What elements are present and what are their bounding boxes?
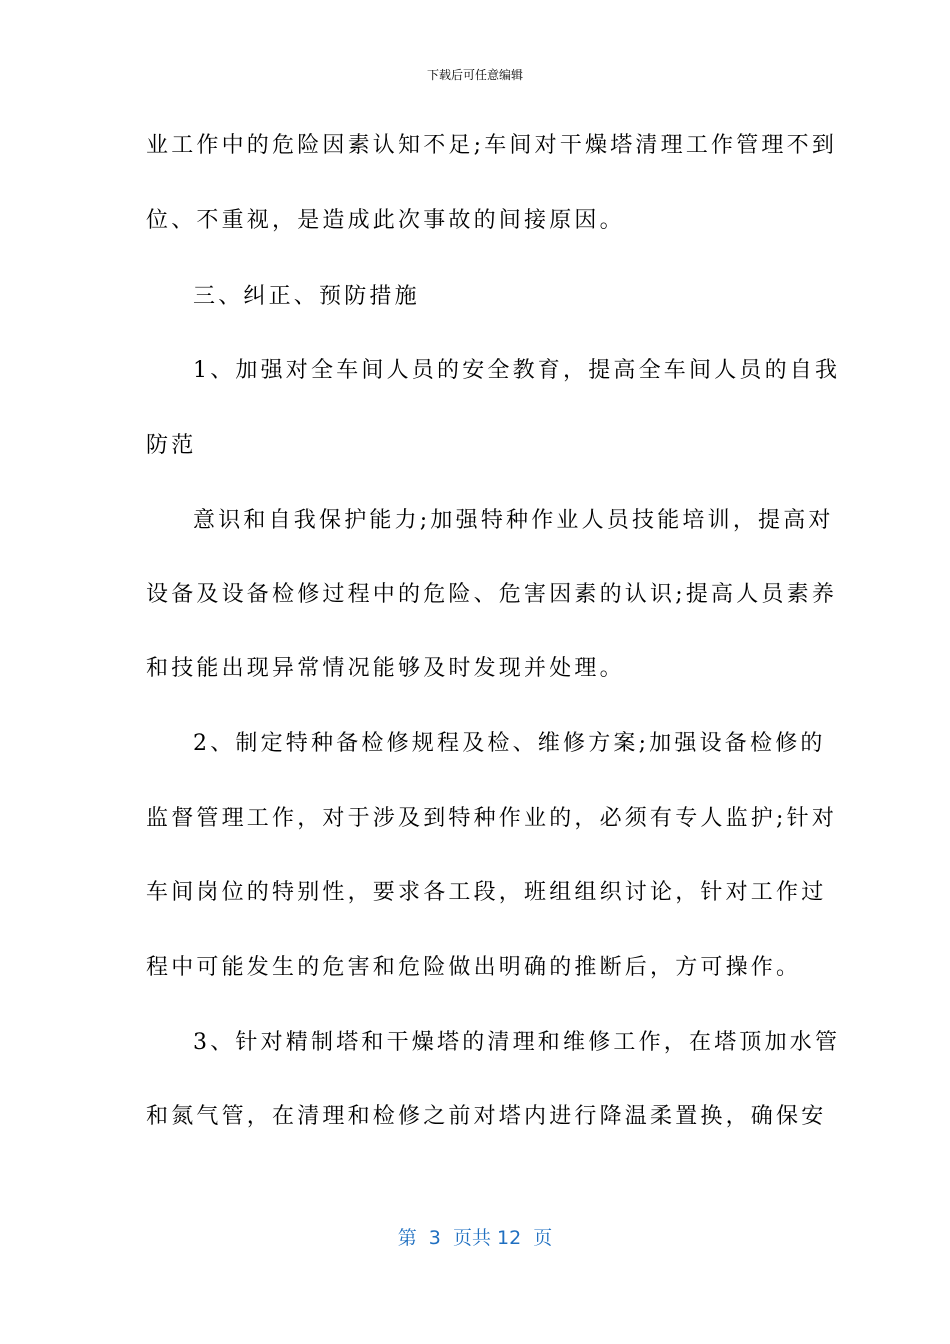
header-note: 下载后可任意编辑 [426,68,523,82]
body-line-9: 2、制定特种备检修规程及检、维修方案;加强设备检修的 [193,731,826,756]
body-line-2: 位、不重视，是造成此次事故的间接原因。 [146,208,625,233]
section-heading: 三、纠正、预防措施 [193,284,420,309]
body-line-14: 和氮气管，在清理和检修之前对塔内进行降温柔置换，确保安 [146,1104,827,1129]
body-line-5: 防范 [146,433,197,458]
body-line-13: 3、针对精制塔和干燥塔的清理和维修工作，在塔顶加水管 [193,1030,841,1055]
page-number-footer: 第 3 页共 12 页 [397,1227,553,1249]
body-line-10: 监督管理工作，对于涉及到特种作业的，必须有专人监护;针对 [146,806,838,831]
body-line-11: 车间岗位的特别性，要求各工段，班组组织讨论，针对工作过 [146,880,827,905]
body-line-6: 意识和自我保护能力;加强特种作业人员技能培训，提高对 [193,508,834,533]
body-line-4: 1、加强对全车间人员的安全教育，提高全车间人员的自我 [193,358,841,383]
body-line-7: 设备及设备检修过程中的危险、危害因素的认识;提高人员素养 [146,582,838,607]
body-line-12: 程中可能发生的危害和危险做出明确的推断后，方可操作。 [146,955,802,980]
body-line-1: 业工作中的危险因素认知不足;车间对干燥塔清理工作管理不到 [146,133,838,158]
body-line-8: 和技能出现异常情况能够及时发现并处理。 [146,656,625,681]
